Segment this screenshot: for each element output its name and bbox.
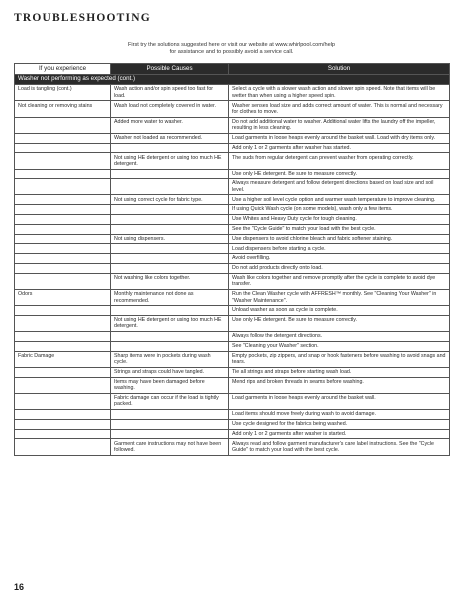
table-row <box>15 341 450 351</box>
solution-cell: See "Cleaning your Washer" section. <box>229 341 450 351</box>
solution-cell: Add only 1 or 2 garments after washer is started. <box>229 429 450 439</box>
problem-cell <box>15 377 111 393</box>
table-row <box>15 351 450 367</box>
cause-cell <box>111 215 229 225</box>
table-row <box>15 85 450 101</box>
cause-cell <box>111 143 229 153</box>
cause-cell: Not washing like colors together. <box>111 273 229 289</box>
table-row <box>15 117 450 133</box>
header-solution: Solution <box>229 64 450 75</box>
solution-cell: Use a higher soil level cycle option and warmer wash temperature to improve cleaning. <box>229 195 450 205</box>
cause-cell <box>111 169 229 179</box>
solution-cell: Load garments in loose heaps evenly around the basket wall. <box>229 393 450 409</box>
solution-cell: If using Quick Wash cycle (on some models), wash only a few items. <box>229 205 450 215</box>
problem-cell <box>15 179 111 195</box>
solution-cell: Do not add additional water to washer. Additional water lifts the laundry off the impeller, resulting in less cleaning. <box>229 117 450 133</box>
problem-cell: Odors <box>15 289 111 305</box>
solution-cell: Wash like colors together and remove promptly after the cycle is complete to avoid dye transfer. <box>229 273 450 289</box>
problem-cell: Not cleaning or removing stains <box>15 101 111 117</box>
cause-cell: Added more water to washer. <box>111 117 229 133</box>
table-row <box>15 244 450 254</box>
table-row <box>15 377 450 393</box>
cause-cell <box>111 254 229 264</box>
problem-cell <box>15 205 111 215</box>
solution-cell: Unload washer as soon as cycle is complete. <box>229 306 450 316</box>
cause-cell: Not using HE detergent or using too much HE detergent. <box>111 153 229 169</box>
table-row <box>15 205 450 215</box>
table-row <box>15 439 450 455</box>
cause-cell: Sharp items were in pockets during wash cycle. <box>111 351 229 367</box>
table-row <box>15 153 450 169</box>
problem-cell <box>15 419 111 429</box>
table-row <box>15 332 450 342</box>
cause-cell <box>111 263 229 273</box>
cause-cell: Wash action and/or spin speed too fast for load. <box>111 85 229 101</box>
table-row <box>15 143 450 153</box>
cause-cell: Strings and straps could have tangled. <box>111 367 229 377</box>
table-body <box>15 85 450 455</box>
cause-cell <box>111 244 229 254</box>
cause-cell <box>111 429 229 439</box>
problem-cell <box>15 244 111 254</box>
page-title: TROUBLESHOOTING <box>14 12 151 24</box>
cause-cell: Fabric damage can occur if the load is tightly packed. <box>111 393 229 409</box>
solution-cell: Always follow the detergent directions. <box>229 332 450 342</box>
problem-cell <box>15 215 111 225</box>
cause-cell <box>111 205 229 215</box>
solution-cell: Use dispensers to avoid chlorine bleach and fabric softener staining. <box>229 234 450 244</box>
cause-cell: Wash load not completely covered in water. <box>111 101 229 117</box>
problem-cell <box>15 306 111 316</box>
problem-cell: Load is tangling (cont.) <box>15 85 111 101</box>
header-problem: If you experience <box>15 64 111 75</box>
table-row <box>15 367 450 377</box>
problem-cell <box>15 409 111 419</box>
table-row <box>15 419 450 429</box>
solution-cell: Avoid overfilling. <box>229 254 450 264</box>
solution-cell: Use only HE detergent. Be sure to measure correctly. <box>229 169 450 179</box>
header-cause: Possible Causes <box>111 64 229 75</box>
cause-cell <box>111 341 229 351</box>
solution-cell: Use Whites and Heavy Duty cycle for tough cleaning. <box>229 215 450 225</box>
problem-cell: Fabric Damage <box>15 351 111 367</box>
subheader-row <box>15 74 450 85</box>
table-row <box>15 393 450 409</box>
solution-cell: Load items should move freely during wash to avoid damage. <box>229 409 450 419</box>
problem-cell <box>15 341 111 351</box>
table-row <box>15 133 450 143</box>
problem-cell <box>15 367 111 377</box>
cause-cell: Not using correct cycle for fabric type. <box>111 195 229 205</box>
problem-cell <box>15 315 111 331</box>
solution-cell: Use only HE detergent. Be sure to measure correctly. <box>229 315 450 331</box>
solution-cell: Tie all strings and straps before starting wash load. <box>229 367 450 377</box>
cause-cell <box>111 179 229 195</box>
cause-cell <box>111 332 229 342</box>
intro-line-1: First try the solutions suggested here or visit our website at www.whirlpool.com/help <box>127 42 336 48</box>
page-number: 16 <box>14 582 25 592</box>
table-row <box>15 273 450 289</box>
problem-cell <box>15 393 111 409</box>
solution-cell: Load dispensers before starting a cycle. <box>229 244 450 254</box>
solution-cell: Add only 1 or 2 garments after washer has started. <box>229 143 450 153</box>
table-row <box>15 289 450 305</box>
problem-cell <box>15 429 111 439</box>
problem-cell <box>15 169 111 179</box>
problem-cell <box>15 439 111 455</box>
problem-cell <box>15 254 111 264</box>
solution-cell: The suds from regular detergent can prevent washer from operating correctly. <box>229 153 450 169</box>
cause-cell: Not using HE detergent or using too much HE detergent. <box>111 315 229 331</box>
table-row <box>15 263 450 273</box>
subheader: Washer not performing as expected (cont.) <box>15 74 450 85</box>
problem-cell <box>15 224 111 234</box>
solution-cell: Run the Clean Washer cycle with AFFRESH™ monthly. See "Cleaning Your Washer" in "Washer Maintenance". <box>229 289 450 305</box>
problem-cell <box>15 143 111 153</box>
table-row <box>15 101 450 117</box>
intro-line-2: for assistance and to possibly avoid a service call. <box>169 49 294 55</box>
table-row <box>15 315 450 331</box>
table-row <box>15 179 450 195</box>
problem-cell <box>15 234 111 244</box>
problem-cell <box>15 332 111 342</box>
cause-cell: Not using dispensers. <box>111 234 229 244</box>
solution-cell: Mend rips and broken threads in seams before washing. <box>229 377 450 393</box>
cause-cell: Items may have been damaged before washing. <box>111 377 229 393</box>
intro-text <box>0 42 463 56</box>
solution-cell: Use cycle designed for the fabrics being washed. <box>229 419 450 429</box>
table-row <box>15 195 450 205</box>
cause-cell: Monthly maintenance not done as recommended. <box>111 289 229 305</box>
problem-cell <box>15 153 111 169</box>
table-row <box>15 224 450 234</box>
cause-cell: Washer not loaded as recommended. <box>111 133 229 143</box>
cause-cell <box>111 224 229 234</box>
solution-cell: Washer senses load size and adds correct amount of water. This is normal and necessary for clothes to move. <box>229 101 450 117</box>
table-row <box>15 254 450 264</box>
table-row <box>15 429 450 439</box>
problem-cell <box>15 263 111 273</box>
solution-cell: Do not add products directly onto load. <box>229 263 450 273</box>
problem-cell <box>15 117 111 133</box>
troubleshooting-table <box>14 63 450 456</box>
solution-cell: See the "Cycle Guide" to match your load with the best cycle. <box>229 224 450 234</box>
solution-cell: Always read and follow garment manufacturer's care label instructions. See the "Cycle Guide" to match your load with the best cycle. <box>229 439 450 455</box>
header-row <box>15 64 450 75</box>
cause-cell <box>111 409 229 419</box>
problem-cell <box>15 273 111 289</box>
table-row <box>15 234 450 244</box>
table-row <box>15 169 450 179</box>
table-row <box>15 215 450 225</box>
cause-cell: Garment care instructions may not have been followed. <box>111 439 229 455</box>
cause-cell <box>111 419 229 429</box>
solution-cell: Load garments in loose heaps evenly around the basket wall. Load with dry items only. <box>229 133 450 143</box>
solution-cell: Select a cycle with a slower wash action and slower spin speed. Note that items will be wetter than when using a higher speed spin. <box>229 85 450 101</box>
solution-cell: Empty pockets, zip zippers, and snap or hook fasteners before washing to avoid snags and tears. <box>229 351 450 367</box>
cause-cell <box>111 306 229 316</box>
solution-cell: Always measure detergent and follow detergent directions based on load size and soil level. <box>229 179 450 195</box>
problem-cell <box>15 195 111 205</box>
table-row <box>15 306 450 316</box>
problem-cell <box>15 133 111 143</box>
table-row <box>15 409 450 419</box>
